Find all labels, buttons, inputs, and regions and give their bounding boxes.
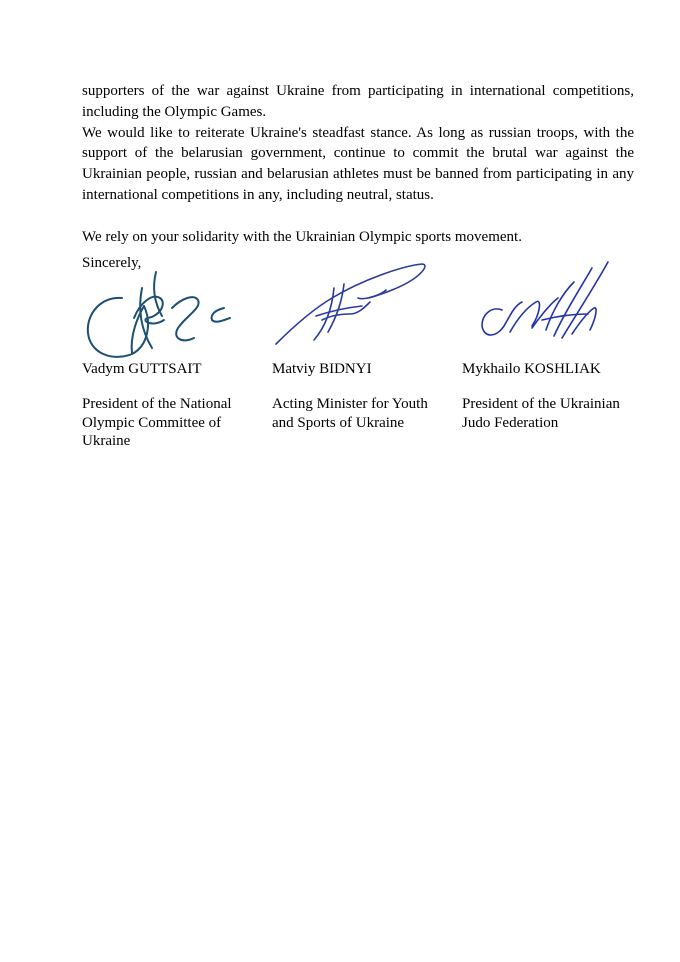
paragraph-gap: [82, 206, 634, 227]
signatory-name: Vadym GUTTSAIT: [82, 361, 202, 377]
closing-salutation: Sincerely,: [82, 255, 142, 271]
signatory-title: President of the Ukrainian Judo Federation: [462, 396, 620, 431]
signatory-title: Acting Minister for Youth and Sports of Ukraine: [272, 396, 428, 431]
signatory-name: Mykhailo KOSHLIAK: [462, 361, 601, 377]
signatory-2: [272, 258, 452, 432]
handwritten-signature-guttsait: [82, 258, 262, 360]
signatory-title: President of the National Olympic Committee of Ukraine: [82, 396, 232, 449]
signature-block: [82, 258, 642, 458]
paragraph-solidarity: We rely on your solidarity with the Ukrainian Olympic sports movement.: [82, 228, 522, 245]
handwritten-signature-bidnyi: [272, 258, 452, 360]
paragraph-stance: We would like to reiterate Ukraine's steadfast stance. As long as russian troops, with the support of the belarusian government, continue to commit the brutal war against the Ukrainian people, russian and belarusian athletes must be banned from participating in any international competitions in any, including neutral, status.: [82, 124, 634, 203]
letter-body: [82, 81, 634, 247]
signatory-3: [462, 258, 642, 432]
signatory-name: Matviy BIDNYI: [272, 361, 372, 377]
signatory-1: [82, 258, 262, 451]
paragraph-continuation: supporters of the war against Ukraine from participating in international competitions, including the Olympic Games.: [82, 83, 634, 120]
handwritten-signature-koshliak: [462, 258, 642, 360]
